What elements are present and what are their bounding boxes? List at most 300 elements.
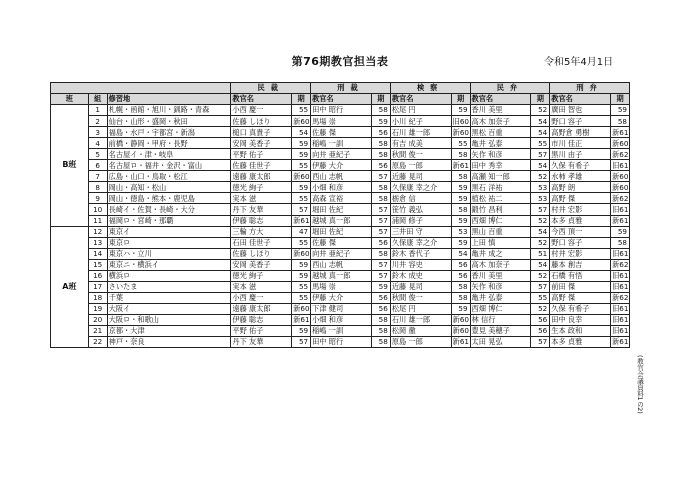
minsai-instructor-cell: 丹下 友華 (231, 204, 292, 215)
col-header-kensatsu-ki: 期 (451, 94, 470, 105)
table-row (51, 292, 630, 303)
keiben-instructor-cell: 村井 宏影 (550, 248, 611, 259)
col-header-minsai-name: 教官名 (231, 94, 292, 105)
kensatsu-ki-cell: 新61 (452, 337, 469, 347)
minben-instructor-cell: 西畑 博仁 (470, 303, 531, 314)
keisai-ki-cell: 58 (371, 248, 390, 259)
minsai-ki-cell: 新61 (293, 215, 310, 225)
minsai-ki-cell: 57 (292, 337, 311, 348)
column-header-row (51, 94, 630, 105)
kumi-cell: 5 (88, 149, 107, 160)
col-header-kensatsu-name: 教官名 (390, 94, 451, 105)
minsai-ki-cell: 57 (292, 204, 311, 215)
minsai-instructor-cell: 安岡 美香子 (231, 259, 292, 270)
keiben-instructor-cell: 生本 政和 (550, 325, 611, 336)
minsai-ki-cell: 55 (292, 281, 311, 292)
keiben-instructor-cell: 野口 容子 (550, 116, 611, 127)
keisai-instructor-cell: 西山 志帆 (311, 259, 372, 270)
kensatsu-ki-cell: 59 (451, 193, 470, 204)
kensatsu-instructor-cell: 栃倉 信 (390, 193, 451, 204)
keisai-instructor-cell: 小畑 和彦 (311, 182, 372, 193)
keiben-instructor-cell: 野口 容子 (550, 237, 611, 248)
minben-instructor-cell: 香川 美里 (470, 270, 531, 281)
kensatsu-instructor-cell: 秋間 俊一 (390, 149, 451, 160)
minben-ki-cell: 52 (531, 171, 550, 182)
keisai-ki-cell: 58 (371, 105, 390, 116)
place-cell: 大阪イ (107, 303, 231, 314)
group-header-row (51, 83, 630, 94)
han-cell: A班 (51, 226, 89, 348)
kumi-cell: 16 (88, 270, 107, 281)
table-row (51, 160, 630, 171)
minsai-instructor-cell: 遠藤 康太郎 (231, 171, 292, 182)
table-row (51, 193, 630, 204)
keisai-instructor-cell: 佐藤 傑 (311, 237, 372, 248)
keisai-ki-cell: 57 (371, 215, 390, 226)
minsai-ki-cell: 新60 (293, 304, 310, 314)
keiben-instructor-cell: 水柿 孝雄 (550, 171, 611, 182)
minben-instructor-cell: 亀井 弘泰 (470, 138, 531, 149)
kensatsu-ki-cell: 新60 (452, 326, 469, 336)
minsai-ki-cell: 47 (292, 226, 311, 237)
kensatsu-ki-cell: 59 (451, 303, 470, 314)
keisai-instructor-cell: 越城 真一郎 (311, 270, 372, 281)
minben-instructor-cell: 黒山 百重 (470, 226, 531, 237)
minsai-instructor-cell: 平野 佑子 (231, 325, 292, 336)
table-row (51, 116, 630, 127)
table-row (51, 248, 630, 259)
keisai-instructor-cell: 馬場 崇 (311, 116, 372, 127)
minben-instructor-cell: 上田 慎 (470, 237, 531, 248)
table-row (51, 259, 630, 270)
keiben-instructor-cell: 田中 良幸 (550, 314, 611, 325)
minsai-instructor-cell: 実本 滋 (231, 193, 292, 204)
table-row (51, 314, 630, 325)
place-cell: 福島・水戸・宇都宮・新潟 (107, 127, 231, 138)
keisai-instructor-cell: 稲嶋 一訓 (311, 138, 372, 149)
minsai-instructor-cell: 槌口 真貴子 (231, 127, 292, 138)
minben-instructor-cell: 亀井 成之 (470, 248, 531, 259)
kumi-cell: 10 (88, 204, 107, 215)
table-row (51, 138, 630, 149)
keiben-ki-cell: 58 (611, 237, 630, 248)
place-cell: 東京イ (107, 226, 231, 237)
kensatsu-instructor-cell: 近藤 晃司 (390, 171, 451, 182)
kensatsu-instructor-cell: 三井田 守 (390, 226, 451, 237)
keiben-ki-cell: 旧61 (612, 282, 629, 292)
kensatsu-ki-cell: 55 (451, 138, 470, 149)
minben-instructor-cell: 西畑 博仁 (470, 215, 531, 226)
minben-instructor-cell: 豊見 美穂子 (470, 325, 531, 336)
place-cell: 仙台・山形・盛岡・秋田 (107, 116, 231, 127)
minsai-instructor-cell: 安岡 美香子 (231, 138, 292, 149)
place-cell: 東京ハ・立川 (107, 248, 231, 259)
keisai-instructor-cell: 稲嶋 一訓 (311, 325, 372, 336)
kensatsu-instructor-cell: 久保康 幸之介 (390, 182, 451, 193)
keiben-ki-cell: 旧61 (612, 204, 629, 214)
keiben-instructor-cell: 高野倉 勇樹 (550, 127, 611, 138)
place-cell: 京都・大津 (107, 325, 231, 336)
keiben-ki-cell: 新60 (612, 182, 629, 192)
minben-instructor-cell: 林 信行 (470, 314, 531, 325)
keiben-ki-cell: 旧61 (612, 326, 629, 336)
kumi-cell: 18 (88, 292, 107, 303)
kensatsu-instructor-cell: 笹竹 義弘 (390, 204, 451, 215)
kensatsu-instructor-cell: 川井 容史 (390, 259, 451, 270)
kensatsu-ki-cell: 新60 (452, 315, 469, 325)
kensatsu-ki-cell: 59 (451, 237, 470, 248)
col-header-keiben-name: 教官名 (550, 94, 611, 105)
place-cell: 名古屋ロ・福井・金沢・富山 (107, 160, 231, 171)
table-row (51, 127, 630, 138)
minsai-ki-cell: 59 (292, 325, 311, 336)
kensatsu-instructor-cell: 松尾 円 (390, 105, 451, 116)
assignment-table (50, 82, 630, 348)
minben-instructor-cell: 植松 祐二 (470, 193, 531, 204)
col-header-han: 班 (51, 94, 89, 105)
minsai-ki-cell: 55 (292, 160, 311, 171)
minsai-instructor-cell: 佐藤 しほり (231, 248, 292, 259)
minsai-ki-cell: 59 (292, 149, 311, 160)
keiben-instructor-cell: 高野 朗 (550, 182, 611, 193)
place-cell: 名古屋イ・津・岐阜 (107, 149, 231, 160)
minben-ki-cell: 52 (531, 215, 550, 226)
keiben-ki-cell: 旧61 (612, 160, 629, 170)
place-cell: 札幌・函館・旭川・釧路・青森 (107, 105, 231, 116)
keiben-ki-cell: 新61 (612, 215, 629, 225)
keisai-instructor-cell: 田中 昭行 (311, 105, 372, 116)
minben-ki-cell: 56 (531, 325, 550, 336)
keiben-instructor-cell: 久保 有希子 (550, 303, 611, 314)
kensatsu-ki-cell: 56 (451, 270, 470, 281)
kumi-cell: 17 (88, 281, 107, 292)
kensatsu-ki-cell: 53 (451, 226, 470, 237)
table-row (51, 325, 630, 336)
kensatsu-ki-cell: 59 (451, 215, 470, 226)
keiben-instructor-cell: 廣田 智也 (550, 105, 611, 116)
minben-instructor-cell: 香川 美里 (470, 105, 531, 116)
kensatsu-instructor-cell: 小川 紀子 (390, 116, 451, 127)
kensatsu-ki-cell: 58 (451, 149, 470, 160)
keisai-ki-cell: 59 (371, 116, 390, 127)
keiben-instructor-cell: 市川 佳正 (550, 138, 611, 149)
keiben-ki-cell: 新62 (612, 149, 629, 159)
minben-ki-cell: 55 (531, 138, 550, 149)
minsai-ki-cell: 55 (292, 237, 311, 248)
place-cell: 大阪ロ・和歌山 (107, 314, 231, 325)
kumi-cell: 11 (88, 215, 107, 226)
table-row (51, 303, 630, 314)
minben-ki-cell: 57 (531, 337, 550, 348)
minsai-instructor-cell: 小西 慶一 (231, 105, 292, 116)
keisai-instructor-cell: 伊藤 大介 (311, 292, 372, 303)
minsai-instructor-cell: 石田 佳世子 (231, 237, 292, 248)
col-header-place: 修習地 (107, 94, 231, 105)
kumi-cell: 21 (88, 325, 107, 336)
keiben-ki-cell: 新62 (612, 293, 629, 303)
minben-ki-cell: 55 (531, 292, 550, 303)
kumi-cell: 9 (88, 193, 107, 204)
place-cell: 福岡ロ・宮崎・那覇 (107, 215, 231, 226)
group-header-minben: 民弁 (470, 83, 550, 94)
table-body (51, 105, 630, 348)
keiben-ki-cell: 新60 (612, 138, 629, 148)
minben-instructor-cell: 田中 秀幸 (470, 160, 531, 171)
keiben-instructor-cell: 黒川 由子 (550, 149, 611, 160)
kumi-cell: 19 (88, 303, 107, 314)
table-row (51, 237, 630, 248)
kensatsu-instructor-cell: 原島 一郎 (390, 160, 451, 171)
table-row (51, 171, 630, 182)
minben-ki-cell: 53 (531, 182, 550, 193)
minsai-instructor-cell: 三輪 方大 (231, 226, 292, 237)
keisai-ki-cell: 58 (371, 325, 390, 336)
minben-ki-cell: 57 (531, 204, 550, 215)
minsai-instructor-cell: 遠藤 康太郎 (231, 303, 292, 314)
kumi-cell: 8 (88, 182, 107, 193)
minben-ki-cell: 53 (531, 193, 550, 204)
minben-ki-cell: 54 (531, 116, 550, 127)
table-row (51, 270, 630, 281)
kensatsu-instructor-cell: 浦岡 修子 (390, 215, 451, 226)
kumi-cell: 1 (88, 105, 107, 116)
place-cell: 前橋・静岡・甲府・長野 (107, 138, 231, 149)
kumi-cell: 13 (88, 237, 107, 248)
keiben-ki-cell: 新62 (612, 193, 629, 203)
keisai-instructor-cell: 向井 亜紀子 (311, 149, 372, 160)
minsai-instructor-cell: 実本 滋 (231, 281, 292, 292)
document-date: 令和5年4月1日 (544, 57, 614, 68)
table-row (51, 182, 630, 193)
kensatsu-ki-cell: 59 (451, 182, 470, 193)
place-cell: 東京ニ・横浜イ (107, 259, 231, 270)
keiben-instructor-cell: 久保 有希子 (550, 160, 611, 171)
minben-ki-cell: 56 (531, 314, 550, 325)
group-header-blank (51, 83, 231, 94)
keisai-instructor-cell: 堀田 佐紀 (311, 226, 372, 237)
keisai-ki-cell: 58 (371, 138, 390, 149)
minsai-instructor-cell: 丹下 友華 (231, 337, 292, 348)
kumi-cell: 7 (88, 171, 107, 182)
keisai-ki-cell: 57 (371, 270, 390, 281)
minsai-ki-cell: 54 (292, 127, 311, 138)
place-cell: 長崎イ・佐賀・長崎・大分 (107, 204, 231, 215)
minben-ki-cell: 54 (531, 127, 550, 138)
col-header-kumi: 組 (88, 94, 107, 105)
page-title: 第76期教官担当表 (291, 55, 389, 68)
minsai-ki-cell: 59 (292, 270, 311, 281)
keisai-instructor-cell: 越城 真一郎 (311, 215, 372, 226)
keisai-ki-cell: 58 (371, 193, 390, 204)
minsai-ki-cell: 新61 (293, 315, 310, 325)
keisai-ki-cell: 59 (371, 281, 390, 292)
col-header-minben-name: 教官名 (470, 94, 531, 105)
keisai-ki-cell: 58 (371, 314, 390, 325)
place-cell: 岡山・高知・松山 (107, 182, 231, 193)
minben-ki-cell: 54 (531, 160, 550, 171)
keiben-ki-cell: 58 (611, 116, 630, 127)
table-row (51, 149, 630, 160)
kumi-cell: 15 (88, 259, 107, 270)
table-row (51, 215, 630, 226)
kensatsu-ki-cell: 58 (451, 204, 470, 215)
keiben-ki-cell: 旧61 (612, 249, 629, 259)
group-header-keiben: 刑弁 (550, 83, 630, 94)
col-header-keisai-name: 教官名 (311, 94, 372, 105)
keiben-instructor-cell: 高野 傑 (550, 292, 611, 303)
keiben-ki-cell: 旧61 (612, 304, 629, 314)
minsai-ki-cell: 55 (292, 105, 311, 116)
keisai-ki-cell: 57 (371, 226, 390, 237)
minsai-instructor-cell: 伊藤 聡志 (231, 314, 292, 325)
kensatsu-ki-cell: 旧60 (452, 116, 469, 126)
place-cell: 神戸・奈良 (107, 337, 231, 348)
minsai-instructor-cell: 佐藤 しほり (231, 116, 292, 127)
keisai-instructor-cell: 佐藤 傑 (311, 127, 372, 138)
col-header-minben-ki: 期 (531, 94, 550, 105)
minben-ki-cell: 52 (531, 270, 550, 281)
kumi-cell: 22 (88, 337, 107, 348)
kensatsu-ki-cell: 58 (451, 292, 470, 303)
minben-instructor-cell: 黒松 百重 (470, 127, 531, 138)
col-header-keisai-ki: 期 (371, 94, 390, 105)
minsai-instructor-cell: 小西 慶一 (231, 292, 292, 303)
table-row (51, 281, 630, 292)
kensatsu-instructor-cell: 松岡 徹 (390, 325, 451, 336)
keisai-instructor-cell: 向井 亜紀子 (311, 248, 372, 259)
kensatsu-ki-cell: 59 (451, 105, 470, 116)
keiben-instructor-cell: 藤本 創吉 (550, 259, 611, 270)
place-cell: 千葉 (107, 292, 231, 303)
table-row (51, 337, 630, 348)
kensatsu-instructor-cell: 石川 雄一郎 (390, 314, 451, 325)
group-header-minsai: 民裁 (231, 83, 311, 94)
kumi-cell: 4 (88, 138, 107, 149)
minsai-ki-cell: 55 (292, 292, 311, 303)
kensatsu-ki-cell: 56 (451, 259, 470, 270)
keisai-ki-cell: 56 (371, 160, 390, 171)
keiben-ki-cell: 59 (611, 105, 630, 116)
minben-ki-cell: 57 (531, 281, 550, 292)
minsai-ki-cell: 55 (292, 193, 311, 204)
minben-ki-cell: 51 (531, 248, 550, 259)
keiben-ki-cell: 新62 (612, 260, 629, 270)
keisai-ki-cell: 56 (371, 292, 390, 303)
group-header-keisai: 刑裁 (311, 83, 391, 94)
kensatsu-instructor-cell: 鈴木 成史 (390, 270, 451, 281)
minsai-ki-cell: 新60 (293, 116, 310, 126)
kumi-cell: 2 (88, 116, 107, 127)
kumi-cell: 3 (88, 127, 107, 138)
place-cell: 横浜ロ (107, 270, 231, 281)
minben-instructor-cell: 高瀬 知一郎 (470, 171, 531, 182)
keiben-instructor-cell: 本多 貞雅 (550, 337, 611, 348)
keisai-ki-cell: 58 (371, 149, 390, 160)
keiben-instructor-cell: 今西 頂一 (550, 226, 611, 237)
kensatsu-instructor-cell: 原島 一郎 (390, 337, 451, 348)
keisai-instructor-cell: 田中 昭行 (311, 337, 372, 348)
keisai-instructor-cell: 小畑 和彦 (311, 314, 372, 325)
minben-instructor-cell: 矢作 和彦 (470, 281, 531, 292)
keisai-ki-cell: 58 (371, 337, 390, 348)
kensatsu-instructor-cell: 有吉 成美 (390, 138, 451, 149)
keiben-instructor-cell: 村井 宏影 (550, 204, 611, 215)
group-header-kensatsu: 検察 (390, 83, 470, 94)
minben-instructor-cell: 亀井 弘泰 (470, 292, 531, 303)
place-cell: 岡山・徳島・熊本・鹿児島 (107, 193, 231, 204)
place-cell: 東京ロ (107, 237, 231, 248)
keiben-instructor-cell: 前田 傑 (550, 281, 611, 292)
minsai-ki-cell: 59 (292, 182, 311, 193)
minben-ki-cell: 57 (531, 149, 550, 160)
kensatsu-ki-cell: 58 (451, 281, 470, 292)
keiben-ki-cell: 旧61 (612, 315, 629, 325)
minben-ki-cell: 54 (531, 226, 550, 237)
minben-ki-cell: 52 (531, 105, 550, 116)
kensatsu-ki-cell: 54 (451, 248, 470, 259)
minben-ki-cell: 52 (531, 237, 550, 248)
minben-instructor-cell: 太田 晃弘 (470, 337, 531, 348)
kensatsu-instructor-cell: 秋間 俊一 (390, 292, 451, 303)
keiben-ki-cell: 旧61 (612, 271, 629, 281)
minsai-instructor-cell: 佐藤 佳世子 (231, 160, 292, 171)
keisai-instructor-cell: 高森 宣裕 (311, 193, 372, 204)
kensatsu-instructor-cell: 石川 雄一郎 (390, 127, 451, 138)
keiben-ki-cell: 新61 (612, 127, 629, 137)
keisai-instructor-cell: 下津 健司 (311, 303, 372, 314)
keisai-instructor-cell: 馬場 崇 (311, 281, 372, 292)
minben-instructor-cell: 鍛竹 昌利 (470, 204, 531, 215)
col-header-minsai-ki: 期 (292, 94, 311, 105)
kumi-cell: 14 (88, 248, 107, 259)
table-row (51, 226, 630, 237)
place-cell: さいたま (107, 281, 231, 292)
keisai-ki-cell: 58 (371, 182, 390, 193)
minben-ki-cell: 54 (531, 259, 550, 270)
keisai-instructor-cell: 伊藤 大介 (311, 160, 372, 171)
keisai-ki-cell: 56 (371, 303, 390, 314)
minsai-instructor-cell: 徳光 絢子 (231, 182, 292, 193)
keiben-instructor-cell: 本多 貞雅 (550, 215, 611, 226)
keisai-ki-cell: 57 (371, 259, 390, 270)
margin-note: (教官会議資料1の2) (636, 355, 644, 414)
minsai-instructor-cell: 徳光 絢子 (231, 270, 292, 281)
keisai-instructor-cell: 西山 志帆 (311, 171, 372, 182)
minben-ki-cell: 52 (531, 303, 550, 314)
kensatsu-ki-cell: 新61 (452, 160, 469, 170)
minsai-instructor-cell: 平野 佑子 (231, 149, 292, 160)
minsai-ki-cell: 新60 (293, 249, 310, 259)
table-row (51, 204, 630, 215)
keiben-ki-cell: 59 (611, 226, 630, 237)
place-cell: 広島・山口・鳥取・松江 (107, 171, 231, 182)
kensatsu-ki-cell: 58 (451, 171, 470, 182)
minben-instructor-cell: 高木 加奈子 (470, 116, 531, 127)
keiben-ki-cell: 新61 (612, 337, 629, 347)
keisai-ki-cell: 56 (371, 237, 390, 248)
kumi-cell: 6 (88, 160, 107, 171)
keiben-ki-cell: 新60 (612, 171, 629, 181)
keiben-instructor-cell: 石橋 有悟 (550, 270, 611, 281)
table-row (51, 105, 630, 116)
minben-instructor-cell: 矢作 和彦 (470, 149, 531, 160)
han-cell: B班 (51, 105, 89, 227)
kumi-cell: 20 (88, 314, 107, 325)
col-header-keiben-ki: 期 (611, 94, 630, 105)
kensatsu-instructor-cell: 久保康 幸之介 (390, 237, 451, 248)
minben-instructor-cell: 黒石 洋祐 (470, 182, 531, 193)
minsai-ki-cell: 59 (292, 138, 311, 149)
